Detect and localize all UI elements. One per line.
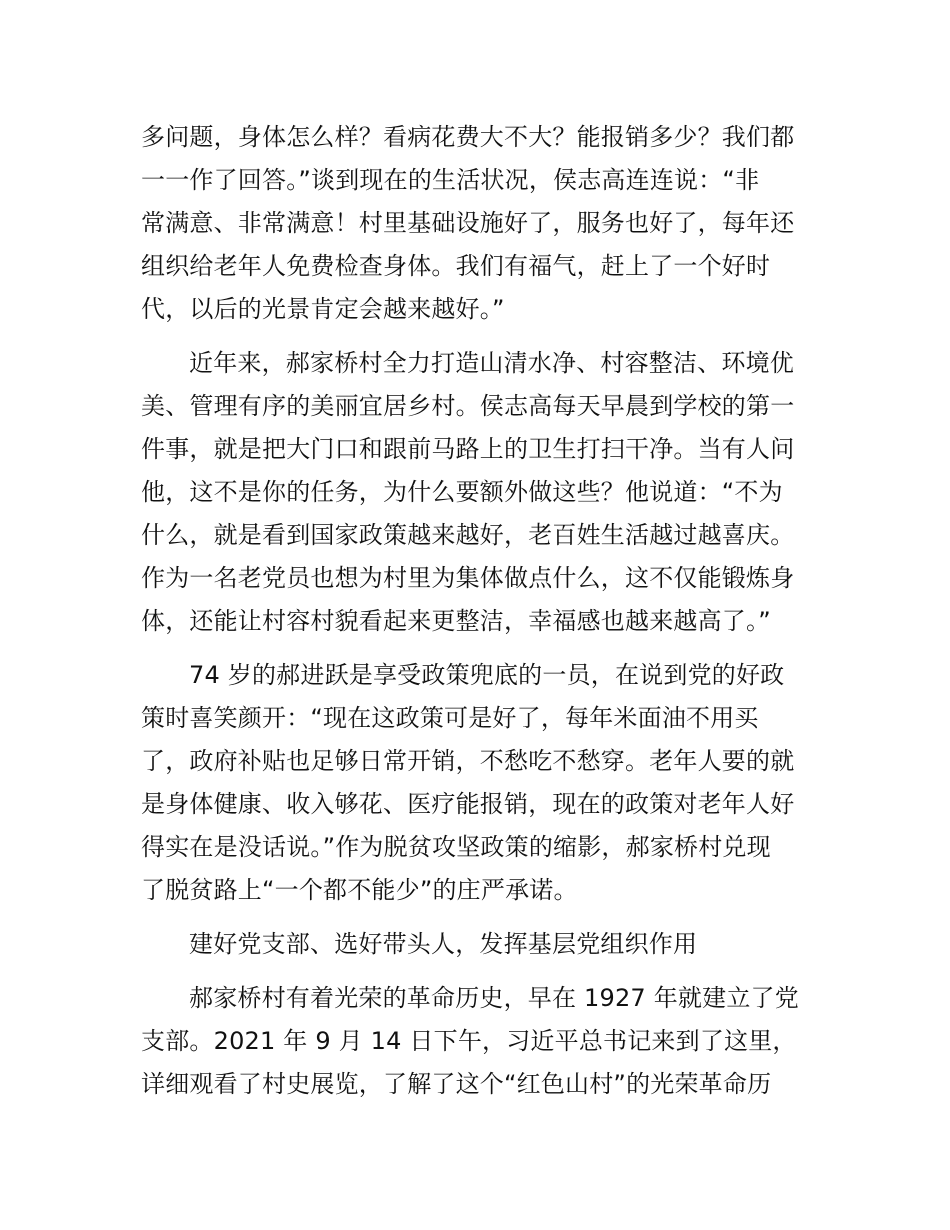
text-line: 是身体健康、收入够花、医疗能报销，现在的政策对老年人好 bbox=[141, 790, 795, 818]
text-line: 得实在是没话说。”作为脱贫攻坚政策的缩影，郝家桥村兑现 bbox=[141, 833, 771, 861]
text-line: 策时喜笑颜开：“现在这政策可是好了，每年米面油不用买 bbox=[141, 704, 759, 732]
text-line: 什么，就是看到国家政策越来越好，老百姓生活越过越喜庆。 bbox=[141, 521, 795, 549]
text-line: 一一作了回答。”谈到现在的生活状况，侯志高连连说：“非 bbox=[141, 166, 760, 194]
text-line: 了，政府补贴也足够日常开销，不愁吃不愁穿。老年人要的就 bbox=[141, 747, 795, 775]
text-line: 74 岁的郝进跃是享受政策兜底的一员，在说到党的好政 bbox=[189, 661, 785, 689]
text-line: 详细观看了村史展览，了解了这个“红色山村”的光荣革命历 bbox=[141, 1070, 772, 1098]
text-line: 近年来，郝家桥村全力打造山清水净、村容整洁、环境优 bbox=[189, 349, 794, 377]
text-line: 郝家桥村有着光荣的革命历史，早在 1927 年就建立了党 bbox=[189, 984, 799, 1012]
text-line: 多问题，身体怎么样？看病花费大不大？能报销多少？我们都 bbox=[141, 123, 795, 151]
text-line: 作为一名老党员也想为村里为集体做点什么，这不仅能锻炼身 bbox=[141, 564, 795, 592]
text-line: 常满意、非常满意！村里基础设施好了，服务也好了，每年还 bbox=[141, 209, 795, 237]
section-heading: 建好党支部、选好带头人，发挥基层党组织作用 bbox=[189, 930, 698, 958]
text-line: 美、管理有序的美丽宜居乡村。侯志高每天早晨到学校的第一 bbox=[141, 392, 795, 420]
text-line: 了脱贫路上“一个都不能少”的庄严承诺。 bbox=[141, 876, 578, 904]
text-line: 组织给老年人免费检查身体。我们有福气，赶上了一个好时 bbox=[141, 252, 771, 280]
text-line: 他，这不是你的任务，为什么要额外做这些？他说道：“不为 bbox=[141, 478, 783, 506]
text-line: 支部。2021 年 9 月 14 日下午，习近平总书记来到了这里， bbox=[141, 1027, 797, 1055]
text-line: 体，还能让村容村貌看起来更整洁，幸福感也越来越高了。” bbox=[141, 607, 771, 635]
text-line: 代，以后的光景肯定会越来越好。” bbox=[141, 295, 505, 323]
text-line: 件事，就是把大门口和跟前马路上的卫生打扫干净。当有人问 bbox=[141, 435, 795, 463]
